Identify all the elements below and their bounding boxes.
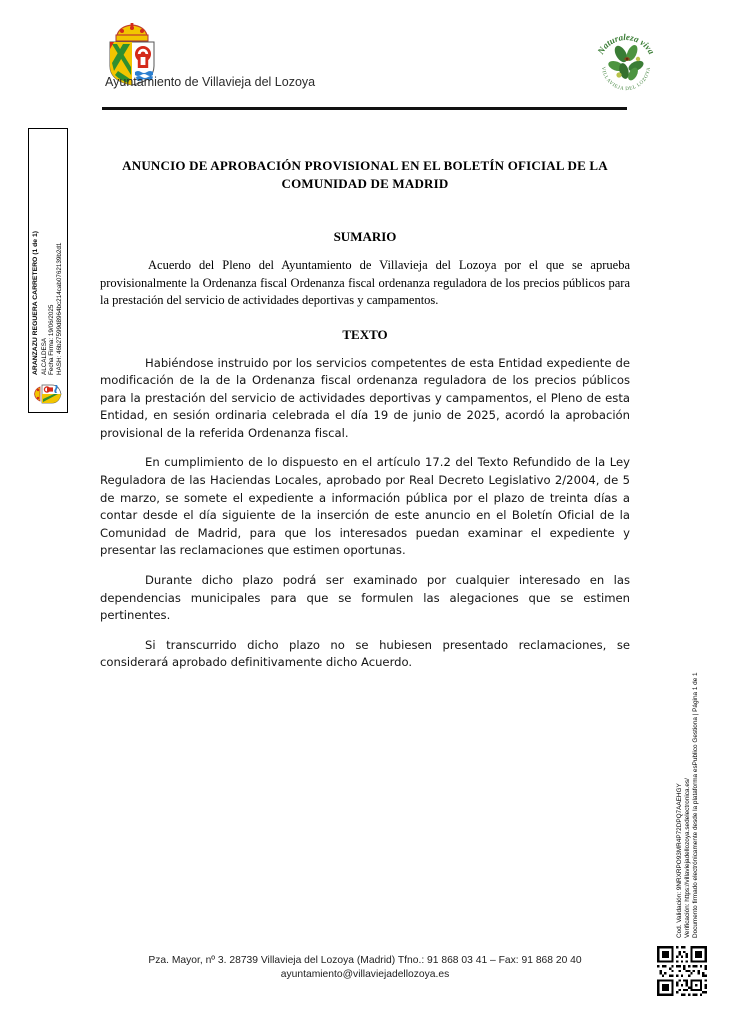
sumario-heading: SUMARIO xyxy=(333,229,397,244)
texto-paragraph: Si transcurrido dicho plazo no se hubiesen presentado reclamaciones, se considerará aprobado definitivamente dicho Acuerdo. xyxy=(100,637,630,670)
texto-paragraph: Durante dicho plazo podrá ser examinado por cualquier interesado en las dependencias municipales para que se formulen las alegaciones que se estimen pertinentes. xyxy=(100,573,630,623)
platform-note: Documento firmado electrónicamente desde la plataforma esPublico Gestiona | Página 1 de 1 xyxy=(692,672,699,938)
validation-code: Cod. Validación: 9NRXRPO93MR4P72DPQ7AAEHGY xyxy=(676,783,683,938)
texto-paragraph: Habiéndose instruido por los servicios competentes de esta Entidad expediente de modificación de la de la Ordenanza fiscal ordenanza reguladora de los precios públicos para la prestación del servicio de actividades deportivas y campamentos, el Pleno de esta Entidad, en sesión ordinaria celebrada el día 19 de junio de 2025, acordó la aprobación provisional de la referida Ordenanza fiscal. xyxy=(100,355,630,440)
document-body xyxy=(100,157,630,672)
footer-email: ayuntamiento@villaviejadellozoya.es xyxy=(280,969,450,980)
texto-heading: TEXTO xyxy=(342,326,388,342)
mini-coat-of-arms-icon xyxy=(34,382,62,406)
signer-name: ARANZAZU REGUERA CARRETERO (1 de 1) xyxy=(32,231,40,375)
qr-code xyxy=(657,946,707,996)
municipality-name: Ayuntamiento de Villavieja del Lozoya xyxy=(105,75,316,89)
texto-paragraph: En cumplimiento de lo dispuesto en el artículo 17.2 del Texto Refundido de la Ley Reguladora de las Haciendas Locales, aprobado por Real Decreto Legislativo 2/2004, de 5 de marzo, se somete el expediente a información pública por el plazo de treinta días a contar desde el día siguiente de la inserción de este anuncio en el Boletín Oficial de la Comunidad de Madrid, para que los interesados puedan examinar el expediente y presentar las reclamaciones que estimen oportunas. xyxy=(100,455,630,558)
oak-leaves-art xyxy=(607,43,645,82)
signer-role: ALCALDESA xyxy=(40,337,48,375)
validation-sidebar xyxy=(676,616,700,938)
signature-date: Fecha Firma: 19/06/2025 xyxy=(48,304,56,375)
naturaleza-viva-logo xyxy=(591,26,661,98)
verification-url: Verificación: https://villaviejadellozoya.sedelectronica.es/ xyxy=(684,778,691,938)
signature-stamp-box xyxy=(28,128,68,413)
header-divider xyxy=(102,107,627,110)
sumario-paragraph: Acuerdo del Pleno del Ayuntamiento de Villavieja del Lozoya por el que se aprueba provisionalmente la Ordenanza fiscal Ordenanza fiscal ordenanza reguladora de los precios públicos para la prestación del servicio de actividades deportivas y campamentos. xyxy=(100,258,630,307)
logo-arc-bottom-text: VILLAVIEJA DEL LOZOYA xyxy=(599,66,653,93)
logo-arc-top-text: Naturaleza viva xyxy=(595,31,657,56)
document-title: ANUNCIO DE APROBACIÓN PROVISIONAL EN EL BOLETÍN OFICIAL DE LA COMUNIDAD DE MADRID xyxy=(122,158,608,191)
footer-contact xyxy=(100,954,630,982)
signature-hash: HASH: 46b27599d8964bc214cab0762139b2d1 xyxy=(56,242,64,375)
footer-address: Pza. Mayor, nº 3. 28739 Villavieja del Lozoya (Madrid) Tfno.: 91 868 03 41 – Fax: 91 868 20 40 xyxy=(148,955,582,966)
